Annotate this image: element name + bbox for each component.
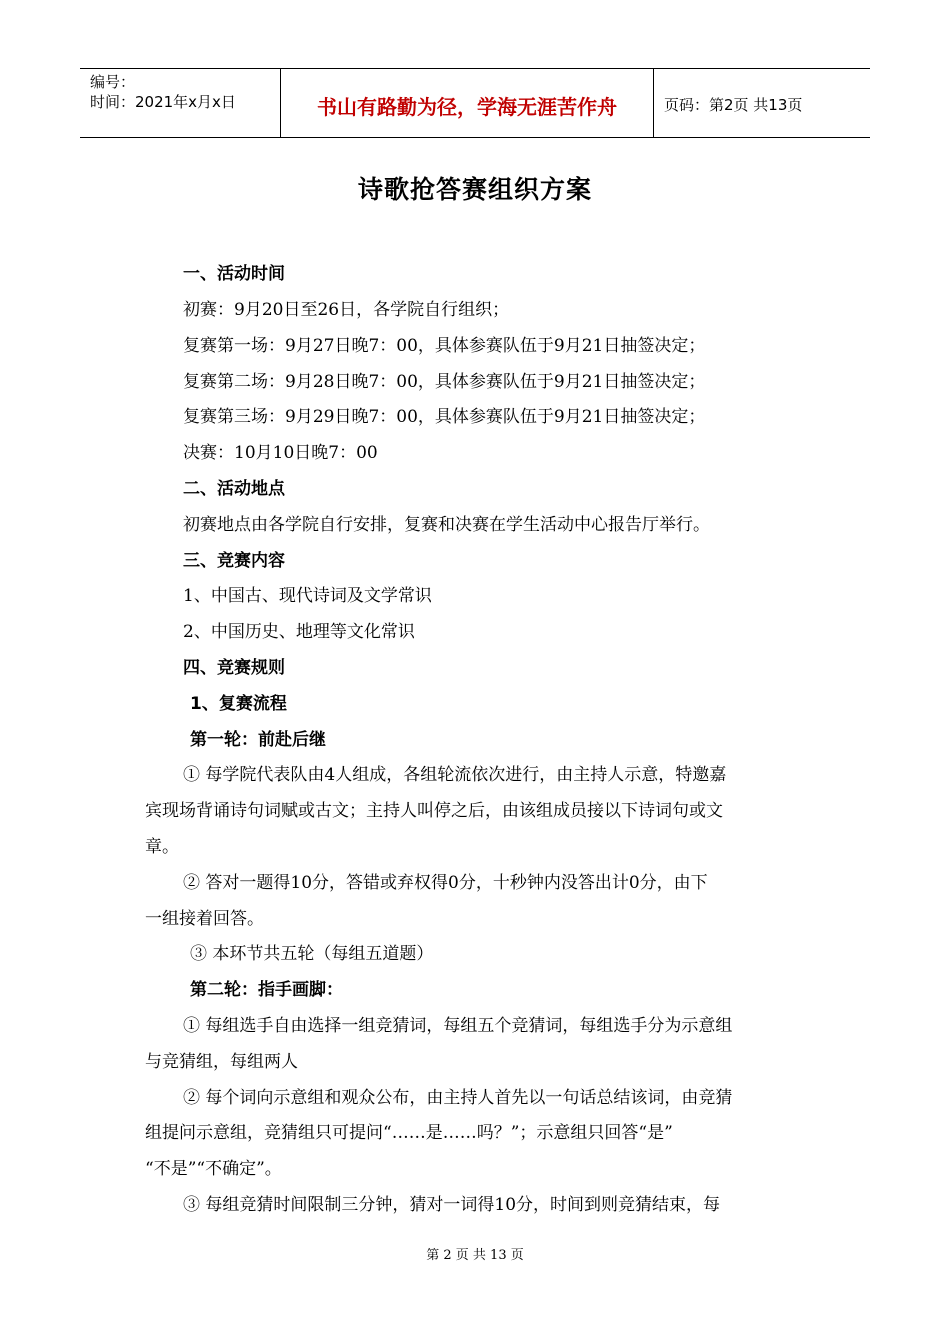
body-line: 复赛第三场：9月29日晚7：00，具体参赛队伍于9月21日抽签决定； <box>183 407 706 427</box>
body-line: ① 每组选手自由选择一组竞猜词，每组五个竞猜词，每组选手分为示意组 <box>183 1016 733 1036</box>
subsection-heading: 1、复赛流程 <box>190 694 287 714</box>
body-line: ③ 本环节共五轮（每组五道题） <box>190 944 434 964</box>
body-line: 复赛第一场：9月27日晚7：00，具体参赛队伍于9月21日抽签决定； <box>183 336 706 356</box>
document-title: 诗歌抢答赛组织方案 <box>357 175 592 204</box>
body-line: 决赛：10月10日晚7：00 <box>183 443 378 463</box>
page-info: 页码：第2页 共13页 <box>664 96 803 114</box>
body-line: 与竞猜组，每组两人 <box>145 1052 298 1072</box>
header-meta-cell <box>80 69 280 137</box>
header-page-cell <box>654 69 870 137</box>
motto: 书山有路勤为径，学海无涯苦作舟 <box>317 95 617 119</box>
section-heading-time: 一、活动时间 <box>183 264 285 284</box>
document-header <box>80 68 870 138</box>
time-label: 时间：2021年x月x日 <box>90 93 236 111</box>
body-line: ② 每个词向示意组和观众公布，由主持人首先以一句话总结该词，由竞猜 <box>183 1088 733 1108</box>
body-line: ② 答对一题得10分，答错或弃权得0分，十秒钟内没答出计0分，由下 <box>183 873 708 893</box>
body-line: 章。 <box>145 837 179 857</box>
body-line: 宾现场背诵诗句词赋或古文；主持人叫停之后，由该组成员接以下诗词句或文 <box>145 801 723 821</box>
section-heading-content: 三、竞赛内容 <box>183 551 285 571</box>
body-line: 组提问示意组，竞猜组只可提问“……是……吗？”；示意组只回答“是” <box>145 1123 673 1143</box>
body-line: 复赛第二场：9月28日晚7：00，具体参赛队伍于9月21日抽签决定； <box>183 372 706 392</box>
round-heading: 第二轮：指手画脚： <box>190 980 343 1000</box>
section-heading-rules: 四、竞赛规则 <box>183 658 285 678</box>
body-line: ③ 每组竞猜时间限制三分钟，猜对一词得10分，时间到则竞猜结束，每 <box>183 1195 721 1215</box>
body-line: “不是”“不确定”。 <box>145 1159 282 1179</box>
body-line: 初赛：9月20日至26日，各学院自行组织； <box>183 300 510 320</box>
body-line: 1、中国古、现代诗词及文学常识 <box>183 586 432 606</box>
header-motto-cell <box>280 69 654 137</box>
body-line: 2、中国历史、地理等文化常识 <box>183 622 415 642</box>
body-line: 初赛地点由各学院自行安排，复赛和决赛在学生活动中心报告厅举行。 <box>183 515 710 535</box>
round-heading: 第一轮：前赴后继 <box>190 730 326 750</box>
body-line: ① 每学院代表队由4人组成，各组轮流依次进行，由主持人示意，特邀嘉 <box>183 765 727 785</box>
page-footer: 第 2 页 共 13 页 <box>426 1248 524 1263</box>
body-line: 一组接着回答。 <box>145 909 264 929</box>
number-label: 编号： <box>90 73 136 91</box>
section-heading-place: 二、活动地点 <box>183 479 285 499</box>
